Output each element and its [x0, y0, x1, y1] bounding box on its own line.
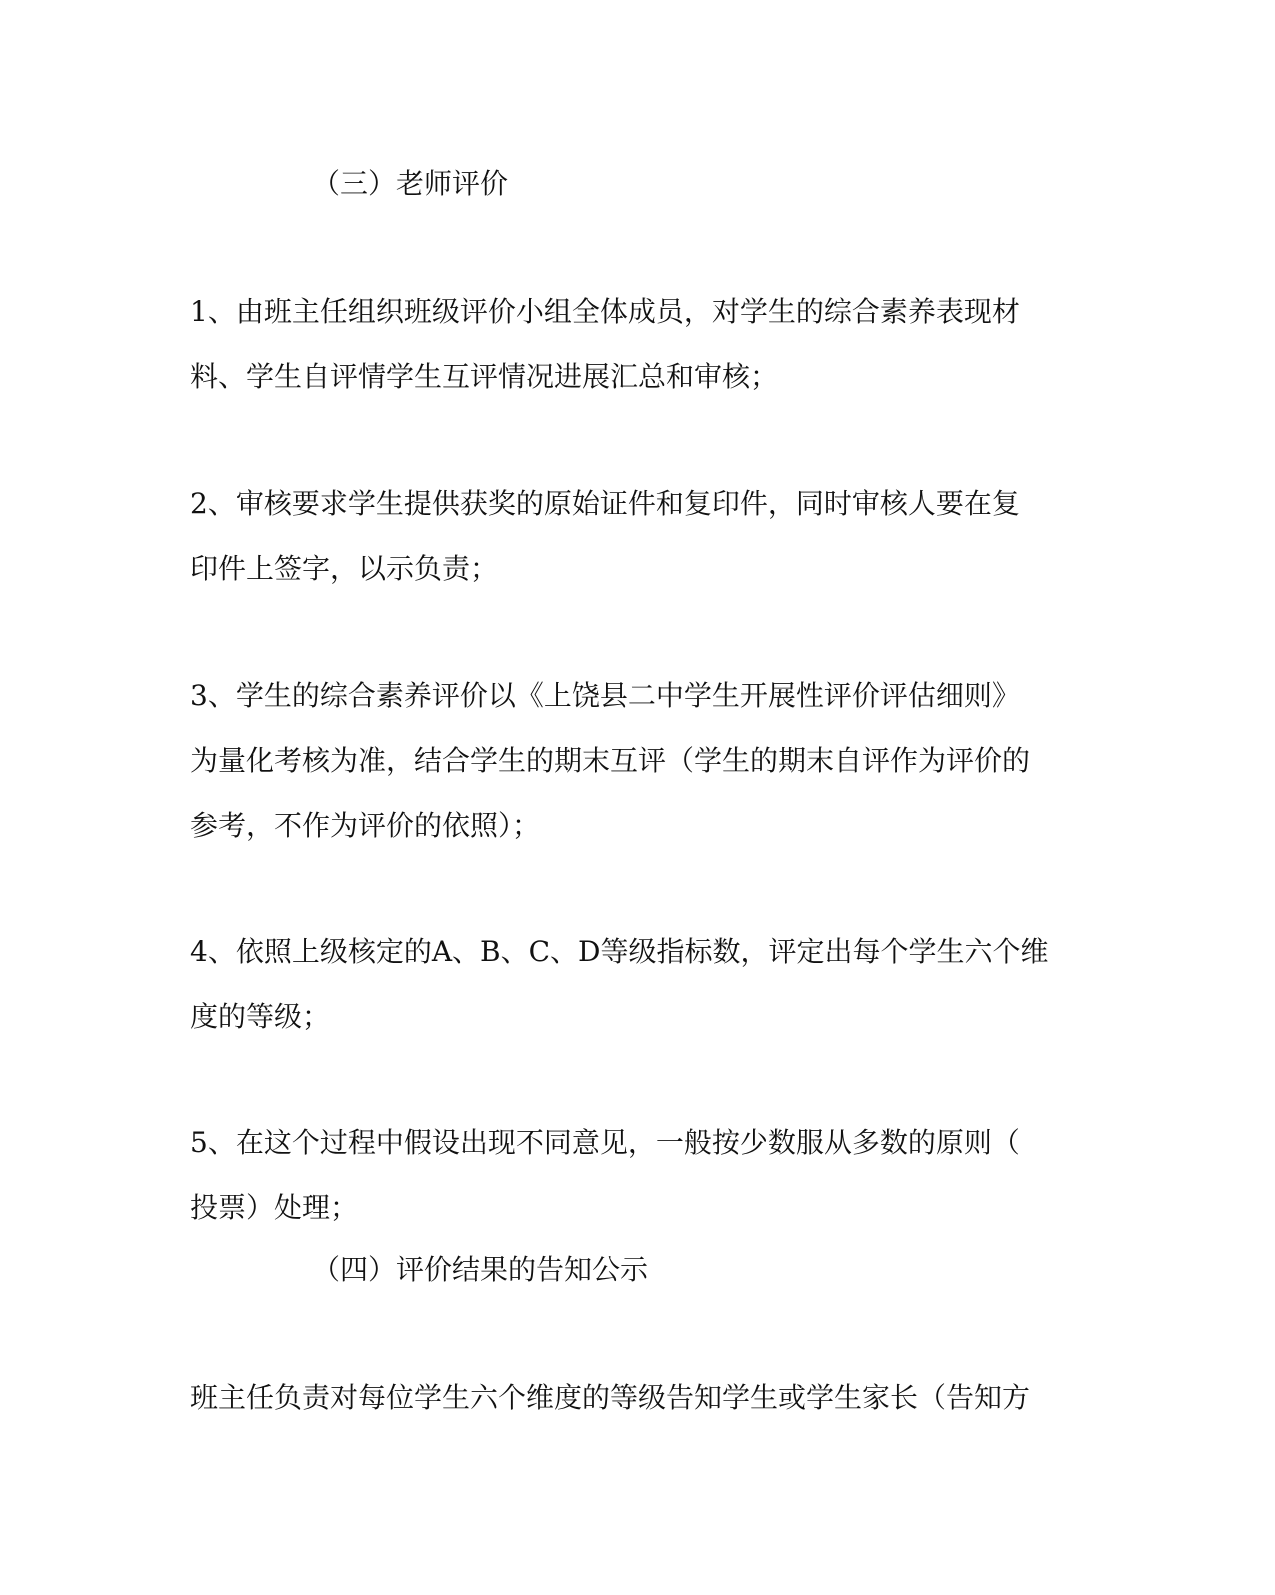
paragraph-notification-line-1: 班主任负责对每位学生六个维度的等级告知学生或学生家长（告知方: [190, 1381, 1031, 1414]
item-1-line-2: 料、学生自评情学生互评情况进展汇总和审核；: [190, 360, 779, 393]
item-4-line-2: 度的等级；: [190, 1000, 331, 1033]
item-2-line-2: 印件上签字，以示负责；: [190, 552, 499, 585]
item-3-line-1: 3、学生的综合素养评价以《上饶县二中学生开展性评价评估细则》: [190, 679, 1020, 712]
item-3-line-3: 参考，不作为评价的依照）；: [190, 809, 541, 842]
item-3-line-2: 为量化考核为准，结合学生的期末互评（学生的期末自评作为评价的: [190, 744, 1031, 777]
item-5-line-1: 5、在这个过程中假设出现不同意见，一般按少数服从多数的原则（: [190, 1126, 1020, 1159]
section-heading-teacher-evaluation: （三）老师评价: [312, 167, 509, 200]
section-heading-result-notification: （四）评价结果的告知公示: [312, 1253, 649, 1286]
item-1-line-1: 1、由班主任组织班级评价小组全体成员，对学生的综合素养表现材: [190, 295, 1020, 328]
item-4-line-1: 4、依照上级核定的A、B、C、D等级指标数，评定出每个学生六个维: [190, 935, 1049, 968]
item-5-line-2: 投票）处理；: [190, 1191, 359, 1224]
item-2-line-1: 2、审核要求学生提供获奖的原始证件和复印件，同时审核人要在复: [190, 487, 1020, 520]
